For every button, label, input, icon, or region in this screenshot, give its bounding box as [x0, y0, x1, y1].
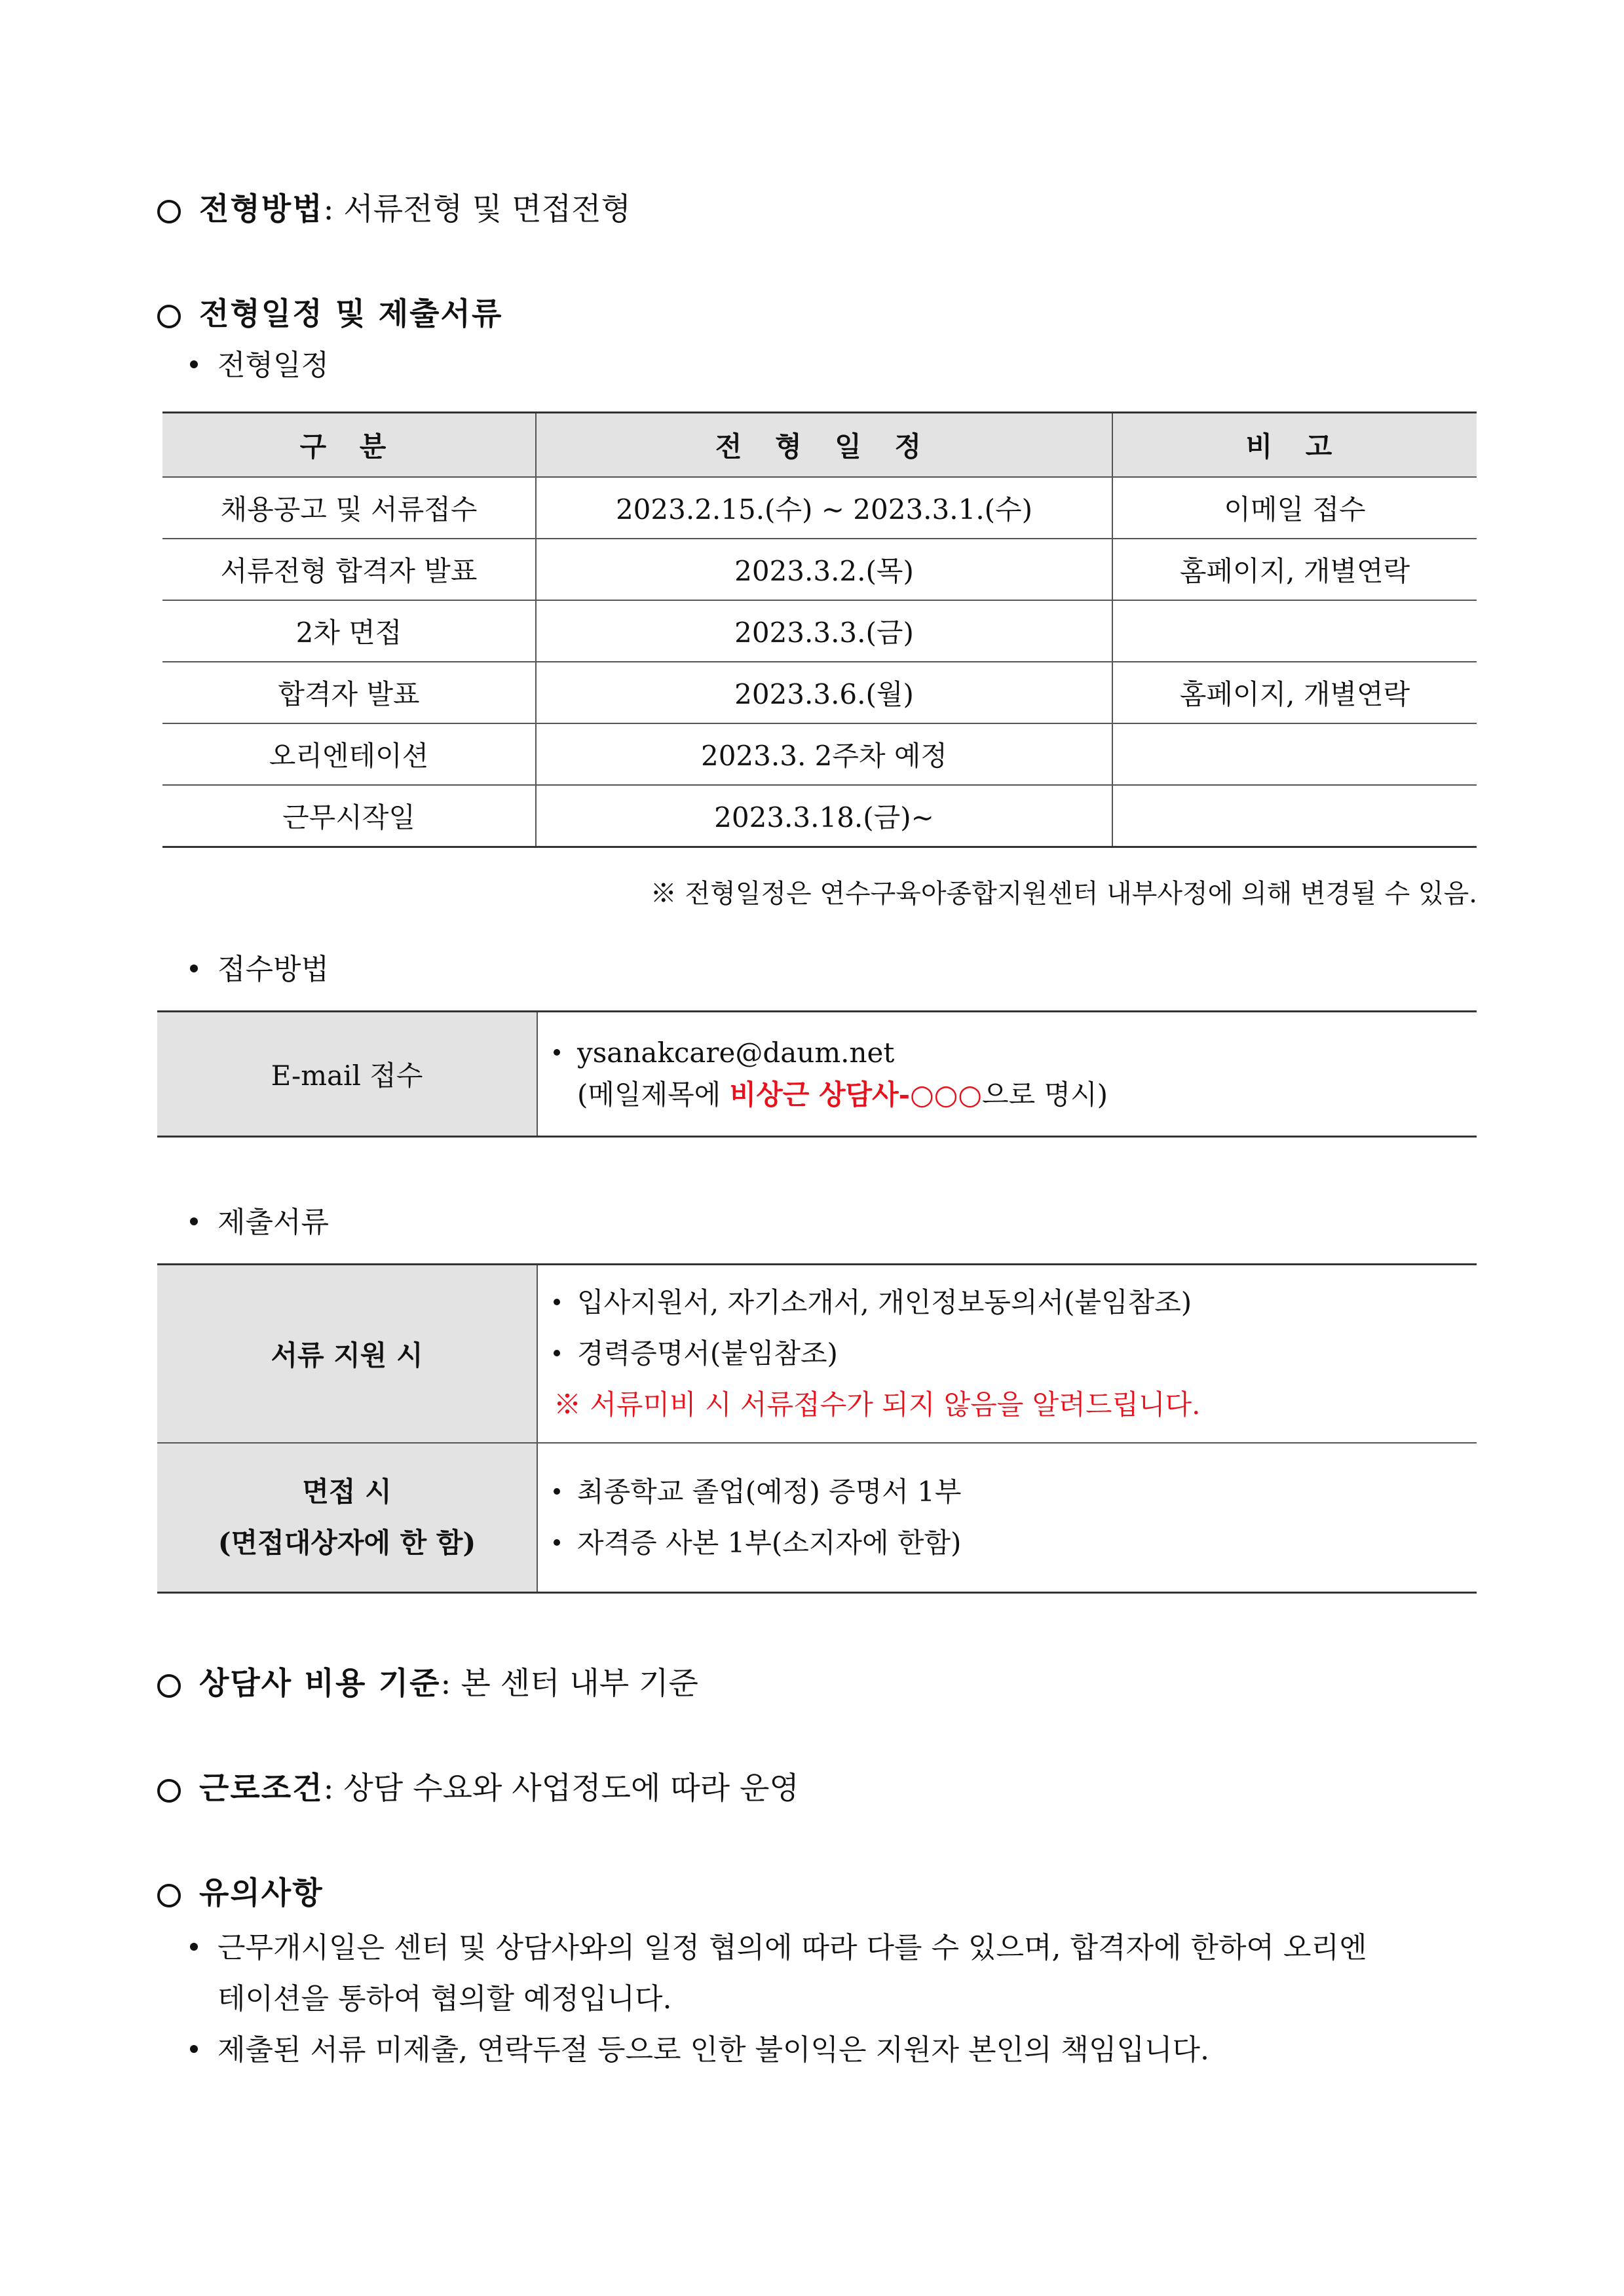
circle-bullet-icon [157, 305, 181, 328]
section-schedule-label: 전형일정 및 제출서류 [199, 296, 503, 332]
list-item [538, 1466, 1477, 1518]
section-fee-value: : 본 센터 내부 기준 [440, 1666, 698, 1702]
receipt-email[interactable]: ysanakcare@daum.net [577, 1037, 895, 1069]
section-method [157, 190, 631, 229]
table-cell: 홈페이지, 개별연락 [1112, 662, 1477, 723]
section-notes [157, 1874, 324, 1913]
section-conditions-value: : 상담 수요와 사업정도에 따라 운영 [323, 1770, 799, 1807]
sub-docs [190, 1204, 329, 1241]
list-item [538, 1277, 1477, 1328]
table-cell: 근무시작일 [282, 801, 415, 833]
note-continuation: 테이션을 통하여 협의할 예정입니다. [217, 1982, 672, 2016]
table-cell [1112, 785, 1477, 847]
table-cell: 2023.3.18.(금)~ [536, 785, 1112, 847]
receipt-table [157, 1010, 1477, 1138]
table-row [157, 1265, 1477, 1444]
bullet-dot-icon [554, 1049, 560, 1056]
interview-label-line-1: 면접 시 [302, 1476, 392, 1508]
list-item [538, 1328, 1477, 1379]
circle-bullet-icon [157, 1674, 181, 1698]
bullet-dot-icon [554, 1488, 560, 1495]
table-row [162, 662, 1477, 723]
sub-receipt [190, 951, 329, 988]
section-conditions-label: 근로조건 [199, 1770, 324, 1807]
note-text: 제출된 서류 미제출, 연락두절 등으로 인한 불이익은 지원자 본인의 책임입니다. [217, 2033, 1209, 2067]
bullet-dot-icon [190, 1943, 198, 1951]
table-row [162, 477, 1477, 539]
receipt-label: E-mail 접수 [157, 1012, 537, 1137]
bullet-dot-icon [554, 1350, 560, 1356]
table-header-row [162, 413, 1477, 478]
receipt-subject-suffix: 으로 명시) [982, 1079, 1108, 1111]
circle-bullet-icon [157, 1884, 181, 1907]
table-cell: 오리엔테이션 [269, 740, 429, 772]
list-item [190, 2025, 1487, 2076]
section-schedule [157, 295, 502, 334]
table-cell: 2023.3.2.(목) [536, 539, 1112, 600]
docs-label: 서류 지원 시 [157, 1265, 537, 1444]
schedule-note: ※ 전형일정은 연수구육아종합지원센터 내부사정에 의해 변경될 수 있음. [650, 879, 1477, 909]
table-cell: 2차 면접 [295, 617, 402, 649]
table-cell: 합격자 발표 [278, 678, 420, 710]
table-row [157, 1443, 1477, 1593]
table-row [162, 723, 1477, 785]
docs-item-text: 경력증명서(붙임참조) [577, 1337, 838, 1369]
list-item [190, 1923, 1487, 1974]
sub-docs-label: 제출서류 [217, 1206, 330, 1239]
interview-content [537, 1443, 1477, 1593]
receipt-subject-line [538, 1074, 1477, 1116]
receipt-content [537, 1012, 1477, 1137]
interview-item-text: 자격증 사본 1부(소지자에 한함) [577, 1527, 962, 1559]
table-header-cell: 구 분 [162, 413, 536, 478]
circle-bullet-icon [157, 200, 181, 223]
circle-bullet-icon [157, 1779, 181, 1803]
table-row [162, 539, 1477, 600]
bullet-dot-icon [554, 1539, 560, 1546]
table-header-cell: 비 고 [1112, 413, 1477, 478]
bullet-dot-icon [190, 1217, 198, 1225]
table-cell: 2023.3. 2주차 예정 [536, 723, 1112, 785]
bullet-dot-icon [554, 1299, 560, 1305]
table-cell: 이메일 접수 [1112, 477, 1477, 539]
section-notes-label: 유의사항 [199, 1875, 324, 1911]
interview-label-line-2: (면접대상자에 한 함) [217, 1527, 476, 1559]
table-cell: 채용공고 및 서류접수 [220, 493, 478, 526]
section-conditions [157, 1769, 799, 1808]
interview-label [157, 1443, 537, 1593]
table-cell: 홈페이지, 개별연락 [1112, 539, 1477, 600]
note-text: 근무개시일은 센터 및 상담사와의 일정 협의에 따라 다를 수 있으며, 합격자에 한하여 오리엔 [217, 1931, 1367, 1964]
interview-item-text: 최종학교 졸업(예정) 증명서 1부 [577, 1476, 962, 1508]
docs-warning: ※ 서류미비 시 서류접수가 되지 않음을 알려드립니다. [554, 1388, 1201, 1421]
section-method-value: : 서류전형 및 면접전형 [323, 191, 631, 227]
docs-item-text: 입사지원서, 자기소개서, 개인정보동의서(붙임참조) [577, 1286, 1192, 1318]
section-method-label: 전형방법 [199, 191, 324, 227]
table-cell: 2023.3.6.(월) [536, 662, 1112, 723]
section-fee-label: 상담사 비용 기준 [199, 1666, 441, 1702]
table-row [162, 600, 1477, 662]
table-cell: 서류전형 합격자 발표 [220, 555, 478, 587]
docs-content [537, 1265, 1477, 1444]
table-row [162, 785, 1477, 847]
bullet-dot-icon [190, 360, 198, 368]
bullet-dot-icon [190, 2045, 198, 2053]
schedule-table [162, 411, 1477, 848]
receipt-subject-highlight: 비상근 상담사-○○○ [729, 1079, 983, 1111]
bullet-dot-icon [190, 965, 198, 972]
sub-schedule [190, 347, 329, 384]
table-cell: 2023.3.3.(금) [536, 600, 1112, 662]
notes-list [190, 1923, 1487, 2076]
section-fee [157, 1664, 698, 1704]
table-cell [1112, 723, 1477, 785]
table-cell: 2023.2.15.(수) ~ 2023.3.1.(수) [536, 477, 1112, 539]
table-header-cell: 전 형 일 정 [536, 413, 1112, 478]
list-item [538, 1518, 1477, 1569]
receipt-email-line [538, 1032, 1477, 1074]
table-row [157, 1012, 1477, 1137]
receipt-subject-prefix: (메일제목에 [577, 1079, 730, 1111]
docs-table [157, 1263, 1477, 1594]
table-cell [1112, 600, 1477, 662]
sub-schedule-label: 전형일정 [217, 349, 330, 382]
sub-receipt-label: 접수방법 [217, 953, 330, 986]
